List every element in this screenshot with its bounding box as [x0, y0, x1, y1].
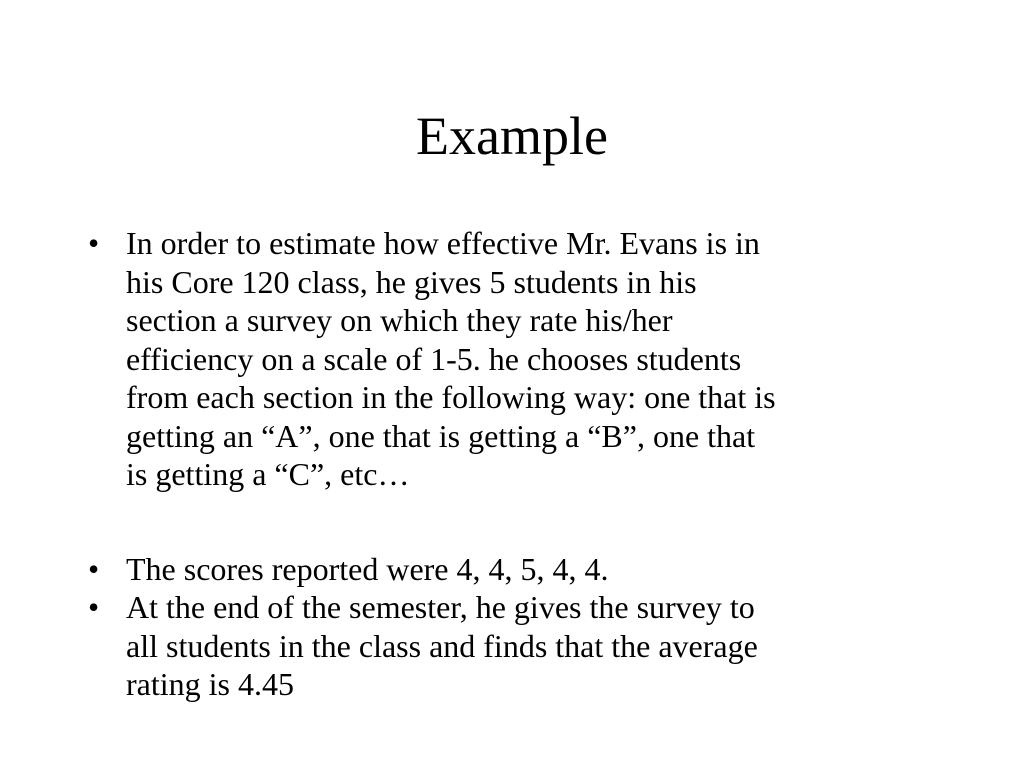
- bullet-item-1: [84, 224, 944, 494]
- bullet-line: from each section in the following way: one that is: [126, 379, 776, 415]
- bullet-line: efficiency on a scale of 1-5. he chooses students: [126, 340, 742, 377]
- bullet-line: The scores reported were 4, 4, 5, 4, 4.: [126, 550, 609, 587]
- bullet-dot-icon: •: [88, 589, 100, 625]
- bullet-line: section a survey on which they rate his/her: [126, 302, 673, 338]
- bullet-line: At the end of the semester, he gives the survey to: [126, 589, 755, 625]
- bullet-spacer: [84, 494, 944, 550]
- bullet-list: [84, 224, 944, 704]
- bullet-line: is getting a “C”, etc…: [126, 456, 410, 492]
- bullet-line: getting an “A”, one that is getting a “B”, one that: [126, 417, 756, 454]
- bullet-line: rating is 4.45: [126, 666, 294, 702]
- bullet-line: In order to estimate how effective Mr. Evans is in: [126, 225, 760, 261]
- bullet-line: his Core 120 class, he gives 5 students in his: [126, 263, 697, 300]
- slide-title: Example: [416, 106, 608, 166]
- bullet-line: all students in the class and finds that the average: [126, 627, 758, 664]
- bullet-item-3: [84, 588, 944, 704]
- bullet-dot-icon: •: [88, 550, 100, 587]
- bullet-item-2: [84, 550, 944, 589]
- bullet-dot-icon: •: [88, 225, 100, 261]
